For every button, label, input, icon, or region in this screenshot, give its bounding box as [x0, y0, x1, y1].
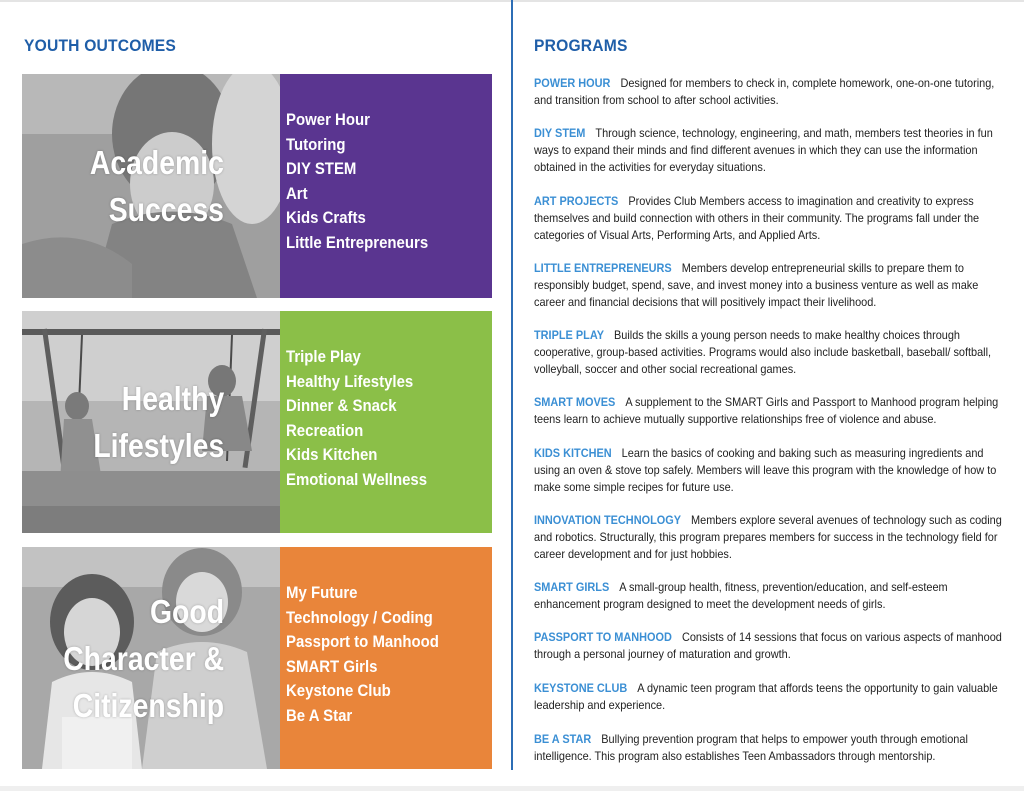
- healthy-lifestyles-title: [22, 311, 280, 533]
- outcome-program-item: Emotional Wellness: [286, 469, 428, 489]
- outcome-program-item: Little Entrepreneurs: [286, 232, 429, 252]
- outcome-program-item: Healthy Lifestyles: [286, 371, 414, 391]
- program-triple-play: [534, 327, 1002, 378]
- academic-photo: [22, 74, 280, 298]
- title-line: Lifestyles: [93, 427, 224, 464]
- program-name: SMART GIRLS: [534, 580, 610, 594]
- program-art-projects: [534, 193, 1002, 244]
- program-description: A small-group health, fitness, prevention/education, and self-esteem enhancement program designed to meet the development needs of girls.: [534, 580, 948, 611]
- program-name: LITTLE ENTREPRENEURS: [534, 261, 672, 275]
- outcome-healthy-lifestyles: [22, 311, 492, 533]
- program-name: KEYSTONE CLUB: [534, 681, 628, 695]
- title-line: Academic: [89, 144, 224, 181]
- title-line: Citizenship: [72, 686, 224, 724]
- outcome-academic-success: [22, 74, 492, 298]
- outcome-program-item: Kids Kitchen: [286, 445, 378, 464]
- outcome-program-item: Recreation: [286, 420, 364, 440]
- youth-outcomes-heading: YOUTH OUTCOMES: [24, 36, 177, 55]
- program-description: Learn the basics of cooking and baking such as measuring ingredients and using an oven & stove top safely. Members will leave this program with the knowledge of how to make some simple recipes for future use.: [534, 446, 997, 494]
- outcome-good-character: [22, 547, 492, 769]
- outcome-program-item: Art: [286, 183, 308, 203]
- program-description: Members develop entrepreneurial skills to prepare them to responsibly budget, spend, save, and invest money into a business venture as well as make career and financial decisions that will positively impact their livelihood.: [534, 261, 979, 309]
- program-smart-girls: [534, 579, 1002, 613]
- healthy-programs-panel: [280, 311, 492, 533]
- program-description: A supplement to the SMART Girls and Passport to Manhood program helping teens learn to achieve mutually supportive relationships free of violence and abuse.: [534, 395, 999, 426]
- program-name: KIDS KITCHEN: [534, 446, 612, 460]
- program-description: Consists of 14 sessions that focus on various aspects of manhood through a personal journey of maturation and growth.: [534, 630, 1002, 661]
- program-innovation-technology: [534, 512, 1002, 563]
- outcome-program-item: Be A Star: [286, 705, 353, 725]
- program-be-a-star: [534, 731, 1002, 765]
- outcome-program-item: My Future: [286, 583, 358, 602]
- program-keystone-club: [534, 680, 1002, 714]
- program-description: A dynamic teen program that affords teens the opportunity to gain valuable leadership and experience.: [534, 681, 998, 712]
- outcome-program-item: Tutoring: [286, 134, 346, 154]
- outcome-program-item: SMART Girls: [286, 656, 378, 676]
- outcome-program-item: Dinner & Snack: [286, 396, 397, 415]
- program-passport-to-manhood: [534, 629, 1002, 663]
- academic-success-title: [22, 74, 280, 298]
- academic-programs-panel: [280, 74, 492, 298]
- title-line: Good: [149, 592, 224, 630]
- program-smart-moves: [534, 394, 1002, 428]
- program-name: TRIPLE PLAY: [534, 328, 604, 342]
- program-description: Bullying prevention program that helps to empower youth through emotional intelligence. This program also establishes Teen Ambassadors through mentorship.: [534, 732, 968, 763]
- outcome-program-item: Triple Play: [286, 347, 361, 366]
- outcome-program-item: Keystone Club: [286, 681, 391, 700]
- program-name: SMART MOVES: [534, 395, 616, 409]
- programs-heading: PROGRAMS: [534, 36, 628, 55]
- program-description: Builds the skills a young person needs to make healthy choices through cooperative, group-based activities. Programs would also include basketball, baseball/ softball, volleyball, soccer and other social recreational games.: [534, 328, 992, 376]
- program-name: POWER HOUR: [534, 76, 611, 90]
- program-diy-stem: [534, 125, 1002, 176]
- bottom-rule: [0, 786, 1024, 791]
- program-power-hour: [534, 75, 1002, 109]
- outcome-program-item: Passport to Manhood: [286, 632, 439, 651]
- title-line: Success: [108, 191, 224, 228]
- program-name: ART PROJECTS: [534, 194, 619, 208]
- title-line: Character &: [63, 639, 224, 677]
- healthy-photo: [22, 311, 280, 533]
- program-description: Provides Club Members access to imagination and creativity to express themselves and build connection with others in their community. The programs fall under the categories of Visual Arts, Performing Arts, and Applied Arts.: [534, 194, 980, 242]
- program-name: BE A STAR: [534, 732, 592, 746]
- outcome-program-item: Power Hour: [286, 110, 370, 129]
- program-description: Designed for members to check in, complete homework, one-on-one tutoring, and transition from school to after school activities.: [534, 76, 995, 107]
- program-kids-kitchen: [534, 445, 1002, 496]
- good-character-title: [22, 547, 280, 769]
- program-little-entrepreneurs: [534, 260, 1002, 311]
- program-description: Members explore several avenues of technology such as coding and robotics. Structurally, this program prepares members for success in the technology field for career development and for just hobbies.: [534, 513, 1002, 561]
- program-name: INNOVATION TECHNOLOGY: [534, 513, 682, 527]
- program-name: DIY STEM: [534, 126, 586, 140]
- title-line: Healthy: [121, 380, 224, 417]
- program-name: PASSPORT TO MANHOOD: [534, 630, 672, 644]
- outcome-program-item: DIY STEM: [286, 159, 357, 178]
- outcome-program-item: Technology / Coding: [286, 607, 433, 627]
- program-description: Through science, technology, engineering, and math, members test theories in fun ways to expand their minds and find different avenues in which they can use the information obtained in the activities for everyday situations.: [534, 126, 993, 174]
- character-programs-panel: [280, 547, 492, 769]
- outcome-program-item: Kids Crafts: [286, 208, 366, 227]
- column-divider: [511, 0, 513, 770]
- character-photo: [22, 547, 280, 769]
